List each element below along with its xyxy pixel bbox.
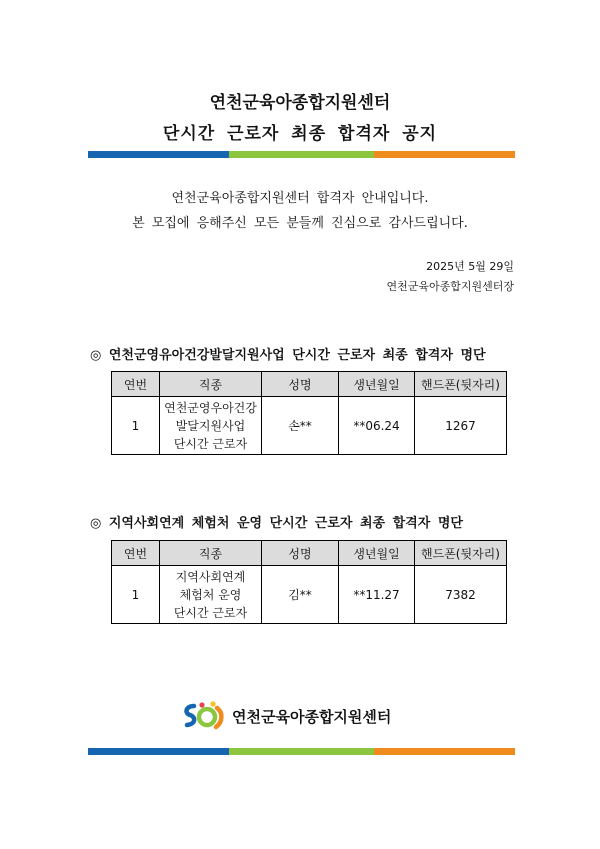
notice-signer: 연천군육아종합지원센터장	[386, 280, 514, 293]
bottom-color-bar	[88, 748, 515, 755]
cell-job	[160, 566, 262, 624]
cell-no: 1	[112, 397, 160, 455]
col-header-name: 성명	[262, 541, 339, 566]
results-table-2	[111, 540, 507, 624]
section-heading-2: ◎ 지역사회연계 체험처 운영 단시간 근로자 최종 합격자 명단	[90, 516, 463, 531]
footer-logo-text: 연천군육아종합지원센터	[232, 707, 392, 726]
job-line: 지역사회연계	[175, 569, 246, 584]
notice-date: 2025년 5월 29일	[426, 260, 514, 273]
col-header-job: 직종	[160, 541, 262, 566]
job-line: 발달지원사업	[175, 418, 246, 433]
job-line: 체험처 운영	[179, 587, 242, 602]
table-header-row	[112, 541, 507, 566]
intro-line-2: 본 모집에 응해주신 모든 분들께 진심으로 감사드립니다.	[132, 216, 468, 231]
results-table-1	[111, 371, 507, 455]
job-line: 단시간 근로자	[173, 605, 248, 620]
col-header-birth: 생년월일	[339, 372, 415, 397]
cell-birth: **06.24	[339, 397, 415, 455]
footer-logo	[180, 700, 391, 732]
center-logo-icon	[180, 700, 226, 732]
table-row	[112, 397, 507, 455]
cell-no: 1	[112, 566, 160, 624]
section-heading-1: ◎ 연천군영유아건강발달지원사업 단시간 근로자 최종 합격자 명단	[90, 348, 486, 363]
cell-phone: 1267	[415, 397, 507, 455]
col-header-no: 연번	[112, 541, 160, 566]
col-header-phone: 핸드폰(뒷자리)	[415, 372, 507, 397]
cell-name: 김**	[262, 566, 339, 624]
table-row	[112, 566, 507, 624]
col-header-phone: 핸드폰(뒷자리)	[415, 541, 507, 566]
cell-name: 손**	[262, 397, 339, 455]
col-header-birth: 생년월일	[339, 541, 415, 566]
top-color-bar	[88, 151, 515, 158]
cell-phone: 7382	[415, 566, 507, 624]
job-line: 단시간 근로자	[173, 436, 248, 451]
cell-birth: **11.27	[339, 566, 415, 624]
org-title: 연천군육아종합지원센터	[209, 93, 391, 113]
job-line: 연천군영우아건강	[164, 400, 257, 415]
cell-job	[160, 397, 262, 455]
col-header-job: 직종	[160, 372, 262, 397]
col-header-no: 연번	[112, 372, 160, 397]
intro-line-1: 연천군육아종합지원센터 합격자 안내입니다.	[171, 191, 429, 206]
table-header-row	[112, 372, 507, 397]
col-header-name: 성명	[262, 372, 339, 397]
notice-title: 단시간 근로자 최종 합격자 공지	[162, 124, 438, 144]
